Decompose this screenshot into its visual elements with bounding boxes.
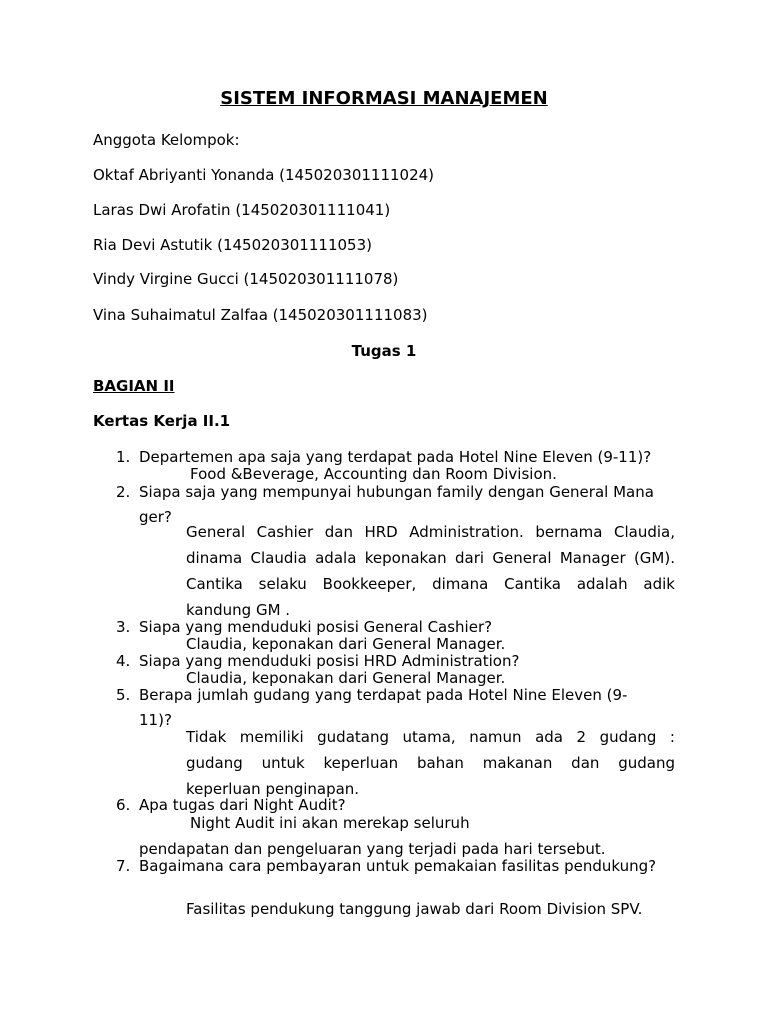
list-item-number: 6.	[116, 796, 131, 814]
list-item-number: 2.	[116, 483, 131, 501]
list-item-number: 4.	[116, 652, 131, 670]
answer-text: Claudia, keponakan dari General Manager.	[186, 635, 506, 653]
answer-text: kandung GM .	[186, 601, 291, 619]
subsection-heading: Kertas Kerja II.1	[93, 412, 231, 430]
question-text: Siapa saja yang mempunyai hubungan family dengan General Mana	[139, 483, 654, 501]
question-text: Siapa yang menduduki posisi HRD Administration?	[139, 652, 520, 670]
answer-text: Claudia, keponakan dari General Manager.	[186, 669, 506, 687]
task-heading: Tugas 1	[351, 342, 417, 360]
section-heading: BAGIAN II	[93, 377, 175, 395]
answer-text: General Cashier dan HRD Administration. bernama Claudia,	[186, 523, 675, 541]
question-text: Berapa jumlah gudang yang terdapat pada Hotel Nine Eleven (9-	[139, 686, 628, 704]
members-label: Anggota Kelompok:	[93, 131, 240, 149]
member-item: Oktaf Abriyanti Yonanda (145020301111024)	[93, 166, 435, 184]
member-item: Ria Devi Astutik (145020301111053)	[93, 236, 372, 254]
answer-text: dinama Claudia adala keponakan dari General Manager (GM).	[186, 549, 675, 567]
list-item-number: 5.	[116, 686, 131, 704]
answer-text: Food &Beverage, Accounting dan Room Division.	[190, 465, 557, 483]
member-item: Vina Suhaimatul Zalfaa (145020301111083)	[93, 306, 428, 324]
document-title: SISTEM INFORMASI MANAJEMEN	[220, 88, 548, 109]
list-item-number: 3.	[116, 618, 131, 636]
answer-text: Tidak memiliki gudatang utama, namun ada 2 gudang :	[186, 728, 675, 746]
list-item-number: 7.	[116, 857, 131, 875]
answer-text: Fasilitas pendukung tanggung jawab dari Room Division SPV.	[186, 900, 643, 918]
answer-text: gudang untuk keperluan bahan makanan dan gudang	[186, 754, 675, 772]
answer-text: Night Audit ini akan merekap seluruh	[190, 814, 470, 832]
list-item-number: 1.	[116, 448, 131, 466]
question-text: Bagaimana cara pembayaran untuk pemakaian fasilitas pendukung?	[139, 857, 657, 875]
member-item: Vindy Virgine Gucci (145020301111078)	[93, 270, 399, 288]
question-text: Departemen apa saja yang terdapat pada Hotel Nine Eleven (9-11)?	[139, 448, 652, 466]
question-text: 11)?	[139, 711, 172, 729]
question-text: ger?	[139, 508, 172, 526]
question-text: Apa tugas dari Night Audit?	[139, 796, 346, 814]
question-text: Siapa yang menduduki posisi General Cashier?	[139, 618, 493, 636]
answer-text: Cantika selaku Bookkeeper, dimana Cantika adalah adik	[186, 575, 675, 593]
member-item: Laras Dwi Arofatin (145020301111041)	[93, 201, 391, 219]
answer-text: keperluan penginapan.	[186, 780, 360, 798]
answer-text: pendapatan dan pengeluaran yang terjadi pada hari tersebut.	[139, 840, 606, 858]
